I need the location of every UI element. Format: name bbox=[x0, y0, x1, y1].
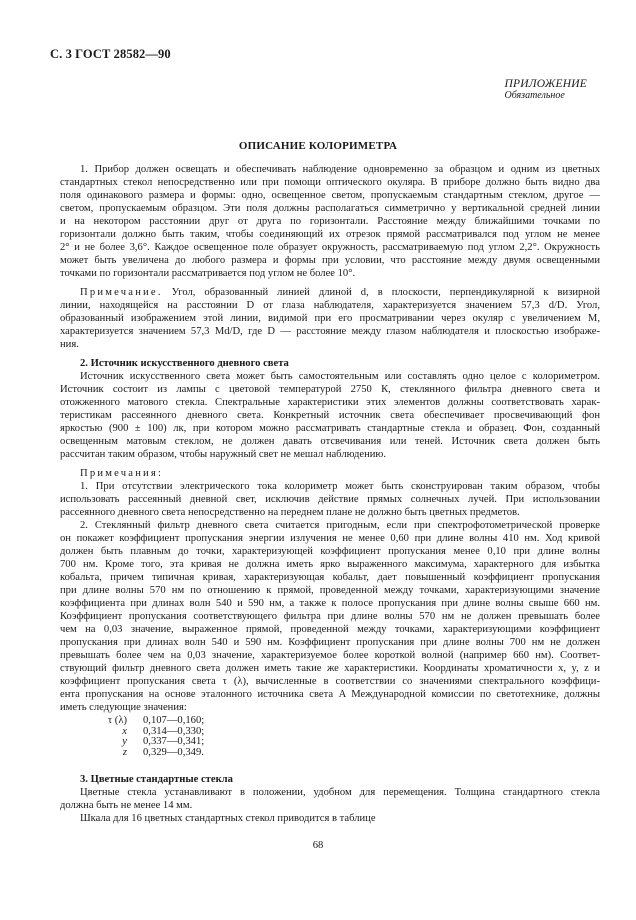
paragraph-line: Источник искусственного света может быть самостоятельным или составлять одно целое с колориметром. bbox=[80, 371, 600, 382]
paragraph-line: образованный изображением этой линии, видимой при его просматривании через окуляр с увеличением M, bbox=[60, 313, 600, 324]
paragraph-line: ния. bbox=[60, 339, 79, 350]
paragraph-line: ента пропускания на основе эталонного источника света A Международной комиссии по светотехнике, должны bbox=[60, 689, 600, 700]
paragraph-line: Источник состоит из лампы с цветовой температурой 2750 К, стеклянного фильтра дневного света и bbox=[60, 384, 600, 395]
note-text: Угол, образованный линией длиной d, в плоскости, перпендикулярной к визирной bbox=[162, 287, 600, 298]
value-symbol: τ (λ) bbox=[107, 715, 127, 726]
value-range: 0,329—0,349. bbox=[143, 746, 204, 758]
paragraph-line: кобальта, причем типичная кривая, характеризующая кобальт, дает повышенный коэффициент пропускания bbox=[60, 572, 600, 583]
paragraph-line: коэффициента при длинах волн 540 и 590 нм, а также к полосе пропускания при длине волны свыше 660 нм. bbox=[60, 598, 600, 609]
paragraph-line: иметь следующие значения: bbox=[60, 702, 187, 713]
paragraph-line: отожженного матового стекла. Спектральные характеристики этих элементов должны соответствовать харак- bbox=[60, 397, 600, 408]
paragraph-line: пропускания при длинах волн 540 и 590 нм. Коэффициент пропускания при длине волны 700 нм не должен bbox=[60, 637, 600, 648]
paragraph-line: горизонтали должно быть таким, чтобы соединяющий их отрезок прямой рассматривался под углом не менее bbox=[60, 229, 600, 240]
note-label: Примечание. bbox=[80, 287, 163, 298]
paragraph-line: должен быть плавным до точки, характеризующей коэффициент пропускания менее 0,10 при длине волны bbox=[60, 546, 600, 557]
paragraph-line: и на некотором расстоянии друг от друга по горизонтали. Расстояние между ближайшими точками по bbox=[60, 216, 600, 227]
value-row bbox=[105, 716, 204, 727]
paragraph-line: ствующий фильтр дневного света должен иметь такие же характеристики. Координаты хроматичности x, y, z и bbox=[60, 663, 600, 674]
page-header-label: С. 3 ГОСТ 28582—90 bbox=[50, 47, 171, 61]
value-row bbox=[105, 737, 204, 748]
paragraph-line: теристикам рассеянного дневного света. Конкретный источник света обеспечивает просвечивающий фон bbox=[60, 410, 600, 421]
paragraph-line: Цветные стекла устанавливают в положении, удобном для перемещения. Толщина стандартного стекла bbox=[80, 787, 600, 798]
paragraph-line: рассеянного дневного света непосредственно на переднем плане не должно быть цветных предметов. bbox=[60, 507, 520, 518]
paragraph-line: Шкала для 16 цветных стандартных стекол приводится в таблице bbox=[80, 813, 376, 824]
paragraph-line: освещенным матовым стеклом, не должен давать отсвечивания или теней. Источник света должен быть bbox=[60, 436, 600, 447]
section-heading: 3. Цветные стандартные стекла bbox=[80, 774, 233, 785]
value-range: 0,314—0,330; bbox=[143, 725, 205, 737]
appendix-block bbox=[505, 78, 587, 102]
value-symbol: y bbox=[122, 736, 127, 747]
value-row bbox=[105, 748, 204, 759]
paragraph-line: может быть увеличена до любого размера и формы при условии, что расстояние между двумя освещенными bbox=[60, 255, 600, 266]
paragraph-line: коэффициент пропускания света τ (λ), вычисленные в соответствии со значениями спектрального коэффици- bbox=[60, 676, 600, 687]
paragraph-line: поля одинакового размера и формы: одно, освещенное светом, пропускаемым стандартным стеклом, другое — bbox=[60, 190, 600, 201]
paragraph-line: линии, находящейся на расстоянии D от глаза наблюдателя, характеризуется значением 57,3 d/D. Угол, bbox=[60, 300, 600, 311]
notes-label: Примечания: bbox=[80, 468, 164, 479]
section-heading: 2. Источник искусственного дневного света bbox=[80, 358, 289, 369]
paragraph-line: стандартных стекол непосредственно или при помощи оптического окуляра. В приборе должно быть видно два bbox=[60, 177, 600, 188]
appendix-title: ПРИЛОЖЕНИЕ bbox=[504, 78, 587, 90]
paragraph-line: яркостью (900 ± 100) лк, при котором можно рассматривать стандартные стекла и образец. Фон, созданный bbox=[60, 423, 600, 434]
value-symbol: z bbox=[122, 746, 127, 758]
appendix-status: Обязательное bbox=[504, 90, 565, 101]
paragraph-line: 700 нм. Кроме того, эта кривая не должна иметь ярко выраженного максимума, характерного для избытка bbox=[60, 559, 600, 570]
paragraph-line: при длине волны 570 нм по отношению к прямой, проведенной между точками, характеризующими значение bbox=[60, 585, 600, 596]
paragraph-line: превышать более чем на 0,03 значение, характеризуемое более короткой волной (например 660 нм). Соответ- bbox=[60, 650, 600, 661]
note-first-line bbox=[80, 286, 600, 299]
paragraph-line: 1. Прибор должен освещать и обеспечивать наблюдение одновременно за образцом и одним из цветных bbox=[80, 164, 600, 175]
paragraph-line: Коэффициент пропускания соответствующего фильтра при длине волны 570 нм не должен превышать более bbox=[60, 611, 600, 622]
paragraph-line: 1. При отсутствии электрического тока колориметр может быть сконструирован таким образом, чтобы bbox=[80, 481, 600, 492]
document-title: ОПИСАНИЕ КОЛОРИМЕТРА bbox=[238, 140, 398, 152]
paragraph-line: 2. Стеклянный фильтр дневного света считается пригодным, если при спектрофотометрической проверке bbox=[80, 520, 600, 531]
paragraph-line: должна быть не менее 14 мм. bbox=[60, 800, 193, 811]
paragraph-line: рассчитан таким образом, чтобы наружный свет не мешал наблюдению. bbox=[60, 449, 386, 460]
paragraph-line: светом, пропускаемым образцом. Эти поля должны располагаться симметрично у вертикальной средней линии bbox=[60, 203, 600, 214]
paragraph-line: использовать рассеянный дневной свет, исключив действие прямых солнечных лучей. При использовании bbox=[60, 494, 600, 505]
paragraph-line: 2° и не более 3,6°. Каждое освещенное поле образует окружность, рассматриваемую под углом 2,2°. Окружность bbox=[60, 242, 600, 253]
value-range: 0,337—0,341; bbox=[143, 736, 205, 747]
value-symbol: x bbox=[122, 725, 127, 737]
paragraph-line: он покажет коэффициент пропускания энергии излучения не менее 0,60 при длине волны 410 нм. Ход кривой bbox=[60, 533, 600, 544]
paragraph-line: характеризуется значением 57,3 Md/D, где D — расстояние между глазом наблюдателя и плоскостью изображе- bbox=[60, 326, 600, 337]
chromaticity-values bbox=[105, 716, 204, 758]
paragraph-line: чем на 0,03 значение, выраженное прямой, проведенной между точками, характеризующими коэффициент bbox=[60, 624, 600, 635]
value-range: 0,107—0,160; bbox=[143, 715, 205, 726]
page-number: 68 bbox=[312, 840, 324, 851]
paragraph-line: точками по горизонтали рассматривается под углом не более 10°. bbox=[60, 268, 356, 279]
